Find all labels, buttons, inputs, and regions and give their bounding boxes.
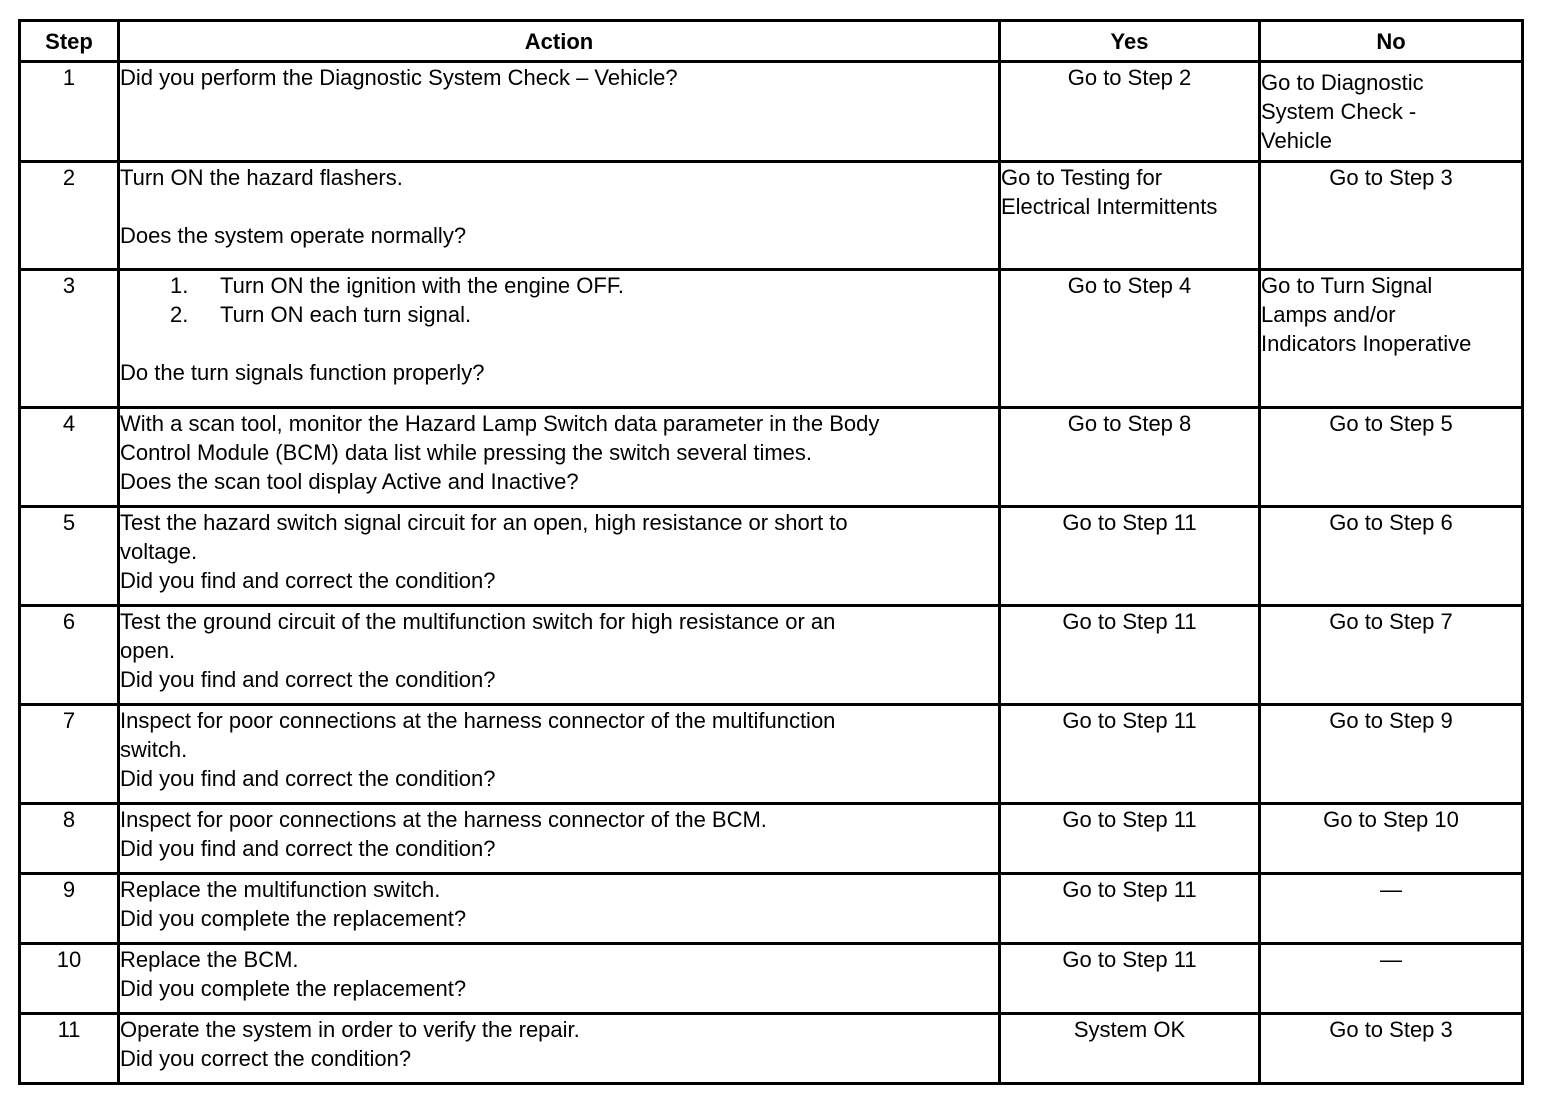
no-cell: Go to Step 9 — [1260, 705, 1523, 804]
action-cell — [119, 270, 1000, 408]
header-row — [20, 21, 1523, 62]
step-number: 8 — [20, 804, 119, 874]
step-number: 6 — [20, 606, 119, 705]
action-question: Do the turn signals function properly? — [120, 360, 485, 385]
yes-cell: System OK — [1000, 1014, 1260, 1084]
no-cell — [1260, 270, 1523, 408]
no-line: Indicators Inoperative — [1261, 331, 1472, 356]
no-cell: Go to Step 10 — [1260, 804, 1523, 874]
action-line: Did you complete the replacement? — [120, 906, 467, 931]
yes-line: Electrical Intermittents — [1001, 194, 1218, 219]
no-line: System Check - — [1261, 99, 1417, 124]
yes-cell: Go to Step 8 — [1000, 408, 1260, 507]
yes-cell: Go to Step 11 — [1000, 874, 1260, 944]
table-row — [20, 705, 1523, 804]
action-cell — [119, 874, 1000, 944]
action-line: Test the ground circuit of the multifunction switch for high resistance or an — [120, 609, 836, 634]
step-number: 2 — [20, 162, 119, 270]
yes-cell: Go to Step 11 — [1000, 606, 1260, 705]
step-number: 7 — [20, 705, 119, 804]
step-number: 10 — [20, 944, 119, 1014]
step-number: 1 — [20, 62, 119, 162]
yes-cell: Go to Step 11 — [1000, 507, 1260, 606]
action-cell — [119, 162, 1000, 270]
no-cell — [1260, 62, 1523, 162]
header-step: Step — [20, 21, 119, 62]
action-line: Did you find and correct the condition? — [120, 836, 496, 861]
action-cell — [119, 705, 1000, 804]
action-line: Did you find and correct the condition? — [120, 667, 496, 692]
action-cell — [119, 408, 1000, 507]
no-cell: Go to Step 5 — [1260, 408, 1523, 507]
action-line: Operate the system in order to verify the repair. — [120, 1017, 580, 1042]
action-cell — [119, 804, 1000, 874]
action-line: Replace the multifunction switch. — [120, 877, 441, 902]
table-row — [20, 874, 1523, 944]
table-row — [20, 804, 1523, 874]
action-cell — [119, 1014, 1000, 1084]
action-line: Did you complete the replacement? — [120, 976, 467, 1001]
action-line: Did you find and correct the condition? — [120, 766, 496, 791]
action-cell — [119, 507, 1000, 606]
yes-cell: Go to Step 11 — [1000, 944, 1260, 1014]
table-row — [20, 62, 1523, 162]
action-line: Inspect for poor connections at the harness connector of the multifunction — [120, 708, 836, 733]
substep-item: 1. Turn ON the ignition with the engine OFF. — [170, 273, 624, 298]
yes-line: Go to Testing for — [1001, 165, 1163, 190]
action-line: voltage. — [120, 539, 198, 564]
table-row — [20, 606, 1523, 705]
yes-cell: Go to Step 2 — [1000, 62, 1260, 162]
action-question: Does the system operate normally? — [120, 223, 467, 248]
table-row — [20, 162, 1523, 270]
yes-cell: Go to Step 4 — [1000, 270, 1260, 408]
no-line: Go to Diagnostic — [1261, 70, 1424, 95]
action-line: With a scan tool, monitor the Hazard Lamp Switch data parameter in the Body — [120, 411, 880, 436]
table-row — [20, 408, 1523, 507]
action-line: Turn ON the hazard flashers. — [120, 165, 403, 190]
header-yes: Yes — [1000, 21, 1260, 62]
action-line: Inspect for poor connections at the harness connector of the BCM. — [120, 807, 767, 832]
action-line: Did you correct the condition? — [120, 1046, 412, 1071]
action-line: Did you perform the Diagnostic System Check – Vehicle? — [120, 65, 678, 90]
action-line: Control Module (BCM) data list while pressing the switch several times. — [120, 440, 813, 465]
no-cell: Go to Step 7 — [1260, 606, 1523, 705]
step-number: 11 — [20, 1014, 119, 1084]
action-line: switch. — [120, 737, 188, 762]
substep-list — [120, 271, 998, 329]
substep-item: 2. Turn ON each turn signal. — [170, 302, 472, 327]
table-row — [20, 944, 1523, 1014]
action-cell — [119, 62, 1000, 162]
step-number: 4 — [20, 408, 119, 507]
diagnostic-table — [18, 19, 1524, 1085]
no-cell: — — [1260, 944, 1523, 1014]
table-row — [20, 507, 1523, 606]
yes-cell: Go to Step 11 — [1000, 804, 1260, 874]
header-no: No — [1260, 21, 1523, 62]
step-number: 3 — [20, 270, 119, 408]
no-line: Go to Turn Signal — [1261, 273, 1433, 298]
action-cell — [119, 606, 1000, 705]
action-line: Did you find and correct the condition? — [120, 568, 496, 593]
action-line: Test the hazard switch signal circuit for an open, high resistance or short to — [120, 510, 848, 535]
no-cell: Go to Step 6 — [1260, 507, 1523, 606]
action-cell — [119, 944, 1000, 1014]
action-line: Does the scan tool display Active and Inactive? — [120, 469, 579, 494]
no-line: Lamps and/or — [1261, 302, 1396, 327]
no-cell: Go to Step 3 — [1260, 162, 1523, 270]
no-line: Vehicle — [1261, 128, 1332, 153]
yes-cell — [1000, 162, 1260, 270]
action-line: Replace the BCM. — [120, 947, 299, 972]
step-number: 9 — [20, 874, 119, 944]
table-row — [20, 1014, 1523, 1084]
step-number: 5 — [20, 507, 119, 606]
yes-cell: Go to Step 11 — [1000, 705, 1260, 804]
table-row — [20, 270, 1523, 408]
action-line: open. — [120, 638, 176, 663]
no-cell: — — [1260, 874, 1523, 944]
no-cell: Go to Step 3 — [1260, 1014, 1523, 1084]
header-action: Action — [119, 21, 1000, 62]
